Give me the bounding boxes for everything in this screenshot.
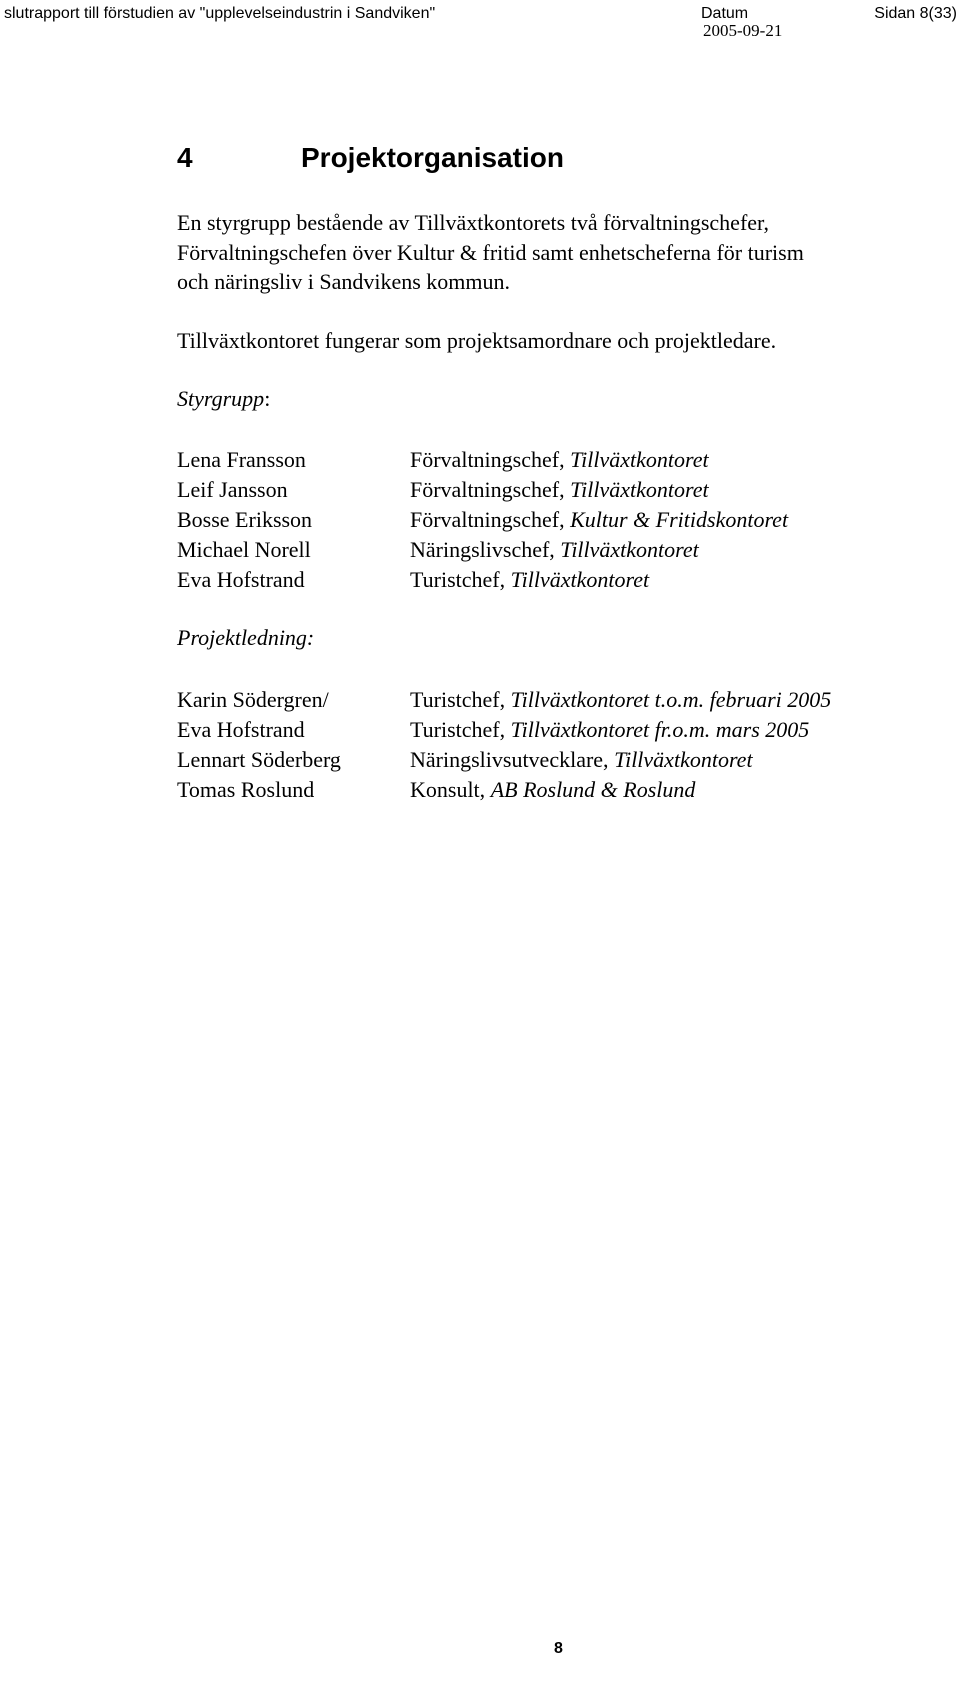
date-value: 2005-09-21 xyxy=(703,21,783,40)
member-name: Eva Hofstrand xyxy=(177,567,305,592)
member-role: Turistchef, Tillväxtkontoret t.o.m. februari 2005 xyxy=(410,687,832,712)
member-name: Michael Norell xyxy=(177,537,311,562)
member-name: Leif Jansson xyxy=(177,477,288,502)
member-role: Konsult, AB Roslund & Roslund xyxy=(410,777,696,802)
member-org: Kultur & Fritidskontoret xyxy=(570,507,789,532)
section-title: Projektorganisation xyxy=(301,142,564,173)
styrgrupp-heading-text: Styrgrupp xyxy=(177,386,265,411)
member-org: Tillväxtkontoret xyxy=(510,567,650,592)
member-role: Näringslivsutvecklare, Tillväxtkontoret xyxy=(410,747,753,772)
member-name: Bosse Eriksson xyxy=(177,507,313,532)
member-role: Förvaltningschef, Tillväxtkontoret xyxy=(410,477,709,502)
member-name: Lennart Söderberg xyxy=(177,747,341,772)
member-role: Förvaltningschef, Tillväxtkontoret xyxy=(410,447,709,472)
page-header xyxy=(0,0,960,60)
member-role: Turistchef, Tillväxtkontoret fr.o.m. mars 2005 xyxy=(410,717,810,742)
member-name: Tomas Roslund xyxy=(177,777,315,802)
page-indicator: Sidan 8(33) xyxy=(874,5,957,22)
section-number: 4 xyxy=(177,142,193,173)
date-label: Datum xyxy=(701,5,749,22)
page-number: 8 xyxy=(554,1640,563,1657)
intro-line-1: En styrgrupp bestående av Tillväxtkontorets två förvaltningschefer, xyxy=(177,210,769,235)
member-role: Turistchef, Tillväxtkontoret xyxy=(410,567,650,592)
intro-line-2: Förvaltningschefen över Kultur & fritid samt enhetscheferna för turism xyxy=(177,240,804,265)
member-org: Tillväxtkontoret fr.o.m. mars 2005 xyxy=(510,717,810,742)
member-org: Tillväxtkontoret t.o.m. februari 2005 xyxy=(510,687,832,712)
styrgrupp-heading xyxy=(177,384,270,414)
member-name: Karin Södergren/ xyxy=(177,687,329,712)
member-role: Näringslivschef, Tillväxtkontoret xyxy=(410,537,699,562)
member-org: AB Roslund & Roslund xyxy=(490,777,696,802)
document-title: slutrapport till förstudien av "upplevelseindustrin i Sandviken" xyxy=(4,5,436,22)
member-org: Tillväxtkontoret xyxy=(614,747,753,772)
member-org: Tillväxtkontoret xyxy=(570,477,709,502)
section-heading xyxy=(177,141,564,175)
member-name: Lena Fransson xyxy=(177,447,306,472)
styrgrupp-heading-colon: : xyxy=(264,386,271,411)
member-org: Tillväxtkontoret xyxy=(570,447,709,472)
intro-line-3: och näringsliv i Sandvikens kommun. xyxy=(177,269,511,294)
member-role: Förvaltningschef, Kultur & Fritidskontoret xyxy=(410,507,789,532)
projektledning-heading: Projektledning: xyxy=(177,625,315,650)
member-org: Tillväxtkontoret xyxy=(560,537,699,562)
member-name: Eva Hofstrand xyxy=(177,717,305,742)
intro-line-4: Tillväxtkontoret fungerar som projektsamordnare och projektledare. xyxy=(177,328,777,353)
